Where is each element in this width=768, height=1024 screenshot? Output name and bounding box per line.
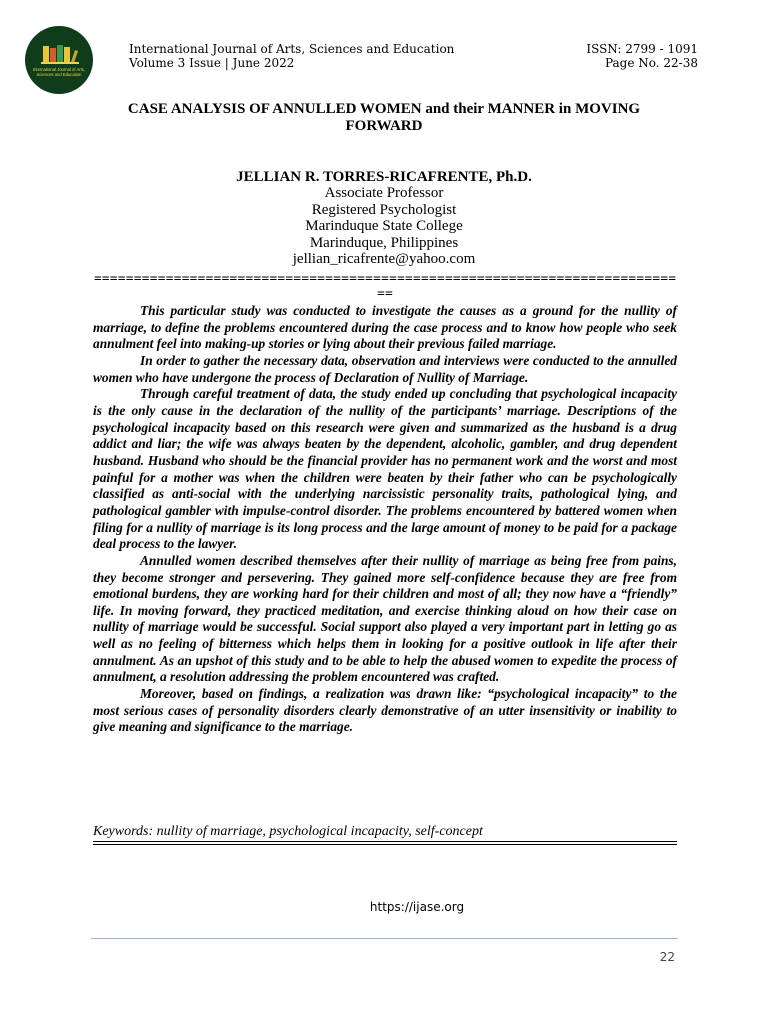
issn: ISSN: 2799 - 1091	[586, 42, 698, 56]
author-block	[100, 169, 668, 267]
abstract	[93, 303, 677, 736]
abstract-paragraph: Through careful treatment of data, the study ended up concluding that psychological incapacity is the only cause in the declaration of the nullity of the participants’ marriage. Descriptions of the psychological incapacity based on this research were given and summarized as the husband is a drug addict and liar; the wife was always beaten by the dependent, alcoholic, gambler, and drug dependent husband. Husband who should be the financial provider has no permanent work and the worst and most painful for a mother was when the children were beaten by their father who can be psychologically classified as anti-social with the underlying narcissistic personality traits, pathological lying, and pathological gambler with impulse-control disorder. The problems encountered by battered women when filing for a nullity of marriage is its long process and the large amount of money to be paid for a package deal process to the lawyer.	[93, 386, 677, 552]
page-range: Page No. 22-38	[604, 56, 698, 70]
separator-rule: ===========================================================================	[93, 272, 677, 302]
keywords-divider-double	[93, 844, 677, 845]
abstract-paragraph: Annulled women described themselves after their nullity of marriage as being free from pains, they become stronger and persevering. They gained more self-confidence because they are free from emotional burdens, they are working hard for their children and most of all; they now have a “friendly” life. In moving forward, they practiced meditation, and exercise thinking aloud on how their case on nullity of marriage would be successful. Social support also played a very important part in letting go as well as no feeling of bitterness which helps them in looking for a positive outlook in life after their annulment. As an upshot of this study and to be able to help the abused women to expedite the process of annulment, a resolution addressing the problem encountered was crafted.	[93, 552, 677, 685]
journal-logo	[25, 26, 93, 94]
journal-name: International Journal of Arts, Sciences and Education	[129, 42, 455, 56]
abstract-paragraph: In order to gather the necessary data, observation and interviews were conducted to the annulled women who have undergone the process of Declaration of Nullity of Marriage.	[93, 352, 677, 385]
footer-url[interactable]: https://ijase.org	[369, 900, 465, 914]
book-icon	[25, 26, 93, 94]
abstract-paragraph: This particular study was conducted to investigate the causes as a ground for the nullity of marriage, to define the problems encountered during the case process and to know how people who seek annulment feel into making-up stories or lying about their previous failed marriage.	[93, 303, 677, 352]
page-number: 22	[659, 950, 675, 964]
logo-text: International Journal of Arts, Sciences and Education	[32, 67, 86, 77]
author-institution: Marinduque State College	[305, 218, 463, 235]
volume-issue: Volume 3 Issue | June 2022	[129, 56, 295, 70]
author-location: Marinduque, Philippines	[309, 234, 459, 251]
paper-title: CASE ANALYSIS OF ANNULLED WOMEN and their MANNER in MOVING FORWARD	[127, 101, 641, 134]
author-email: jellian_ricafrente@yahoo.com	[292, 251, 476, 268]
journal-header-right	[586, 42, 698, 70]
author-position: Associate Professor	[324, 185, 444, 202]
abstract-paragraph: Moreover, based on findings, a realization was drawn like: “psychological incapacity” to the most serious cases of personality disorders clearly demonstrative of an utter insensitivity or inability to give meaning and significance to the marriage.	[93, 686, 677, 735]
author-credential: Registered Psychologist	[311, 201, 457, 218]
author-name: JELLIAN R. TORRES-RICAFRENTE, Ph.D.	[236, 169, 532, 185]
keywords: Keywords: nullity of marriage, psychological incapacity, self-concept	[93, 824, 483, 839]
keywords-divider	[93, 841, 677, 842]
footer-divider	[91, 938, 678, 939]
journal-header-left	[129, 42, 454, 70]
